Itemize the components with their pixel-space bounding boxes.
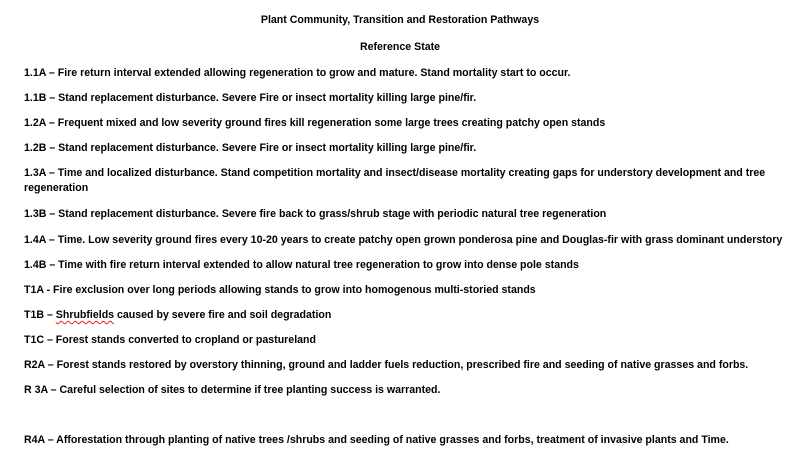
transition-t1b-prefix: T1B – [24, 309, 56, 321]
pathway-1-3b: 1.3B – Stand replacement disturbance. Severe fire back to grass/shrub stage with periodic natural tree regeneration [24, 208, 607, 220]
restoration-r4a: R4A – Afforestation through planting of native trees /shrubs and seeding of native grasses and forbs, treatment of invasive plants and Time. [24, 434, 729, 446]
state-heading: Reference State [359, 41, 441, 53]
document-title: Plant Community, Transition and Restoration Pathways [260, 14, 540, 26]
pathway-1-4b: 1.4B – Time with fire return interval extended to allow natural tree regeneration to grow into dense pole stands [24, 259, 579, 271]
transition-t1a: T1A - Fire exclusion over long periods allowing stands to grow into homogenous multi-storied stands [24, 284, 536, 296]
transition-t1c: T1C – Forest stands converted to cropland or pastureland [24, 334, 316, 346]
spellcheck-flagged-word: Shrubfields [55, 309, 115, 321]
pathway-1-2b: 1.2B – Stand replacement disturbance. Severe Fire or insect mortality killing large pine/fir. [24, 142, 477, 154]
restoration-r3a: R 3A – Careful selection of sites to determine if tree planting success is warranted. [24, 384, 441, 396]
pathway-1-3a: 1.3A – Time and localized disturbance. Stand competition mortality and insect/disease mortality creating gaps for understory development and tree regeneration [24, 167, 766, 194]
transition-t1b-suffix: caused by severe fire and soil degradation [114, 309, 332, 321]
restoration-r2a: R2A – Forest stands restored by overstory thinning, ground and ladder fuels reduction, prescribed fire and seeding of native grasses and forbs. [24, 359, 749, 371]
pathway-1-4a: 1.4A – Time. Low severity ground fires every 10-20 years to create patchy open grown ponderosa pine and Douglas-fir with grass dominant understory [24, 234, 783, 246]
pathway-1-1b: 1.1B – Stand replacement disturbance. Severe Fire or insect mortality killing large pine/fir. [24, 92, 477, 104]
transition-t1b [24, 308, 796, 323]
pathway-1-1a: 1.1A – Fire return interval extended allowing regeneration to grow and mature. Stand mortality start to occur. [24, 67, 571, 79]
pathway-1-2a: 1.2A – Frequent mixed and low severity ground fires kill regeneration some large trees creating patchy open stands [24, 117, 606, 129]
